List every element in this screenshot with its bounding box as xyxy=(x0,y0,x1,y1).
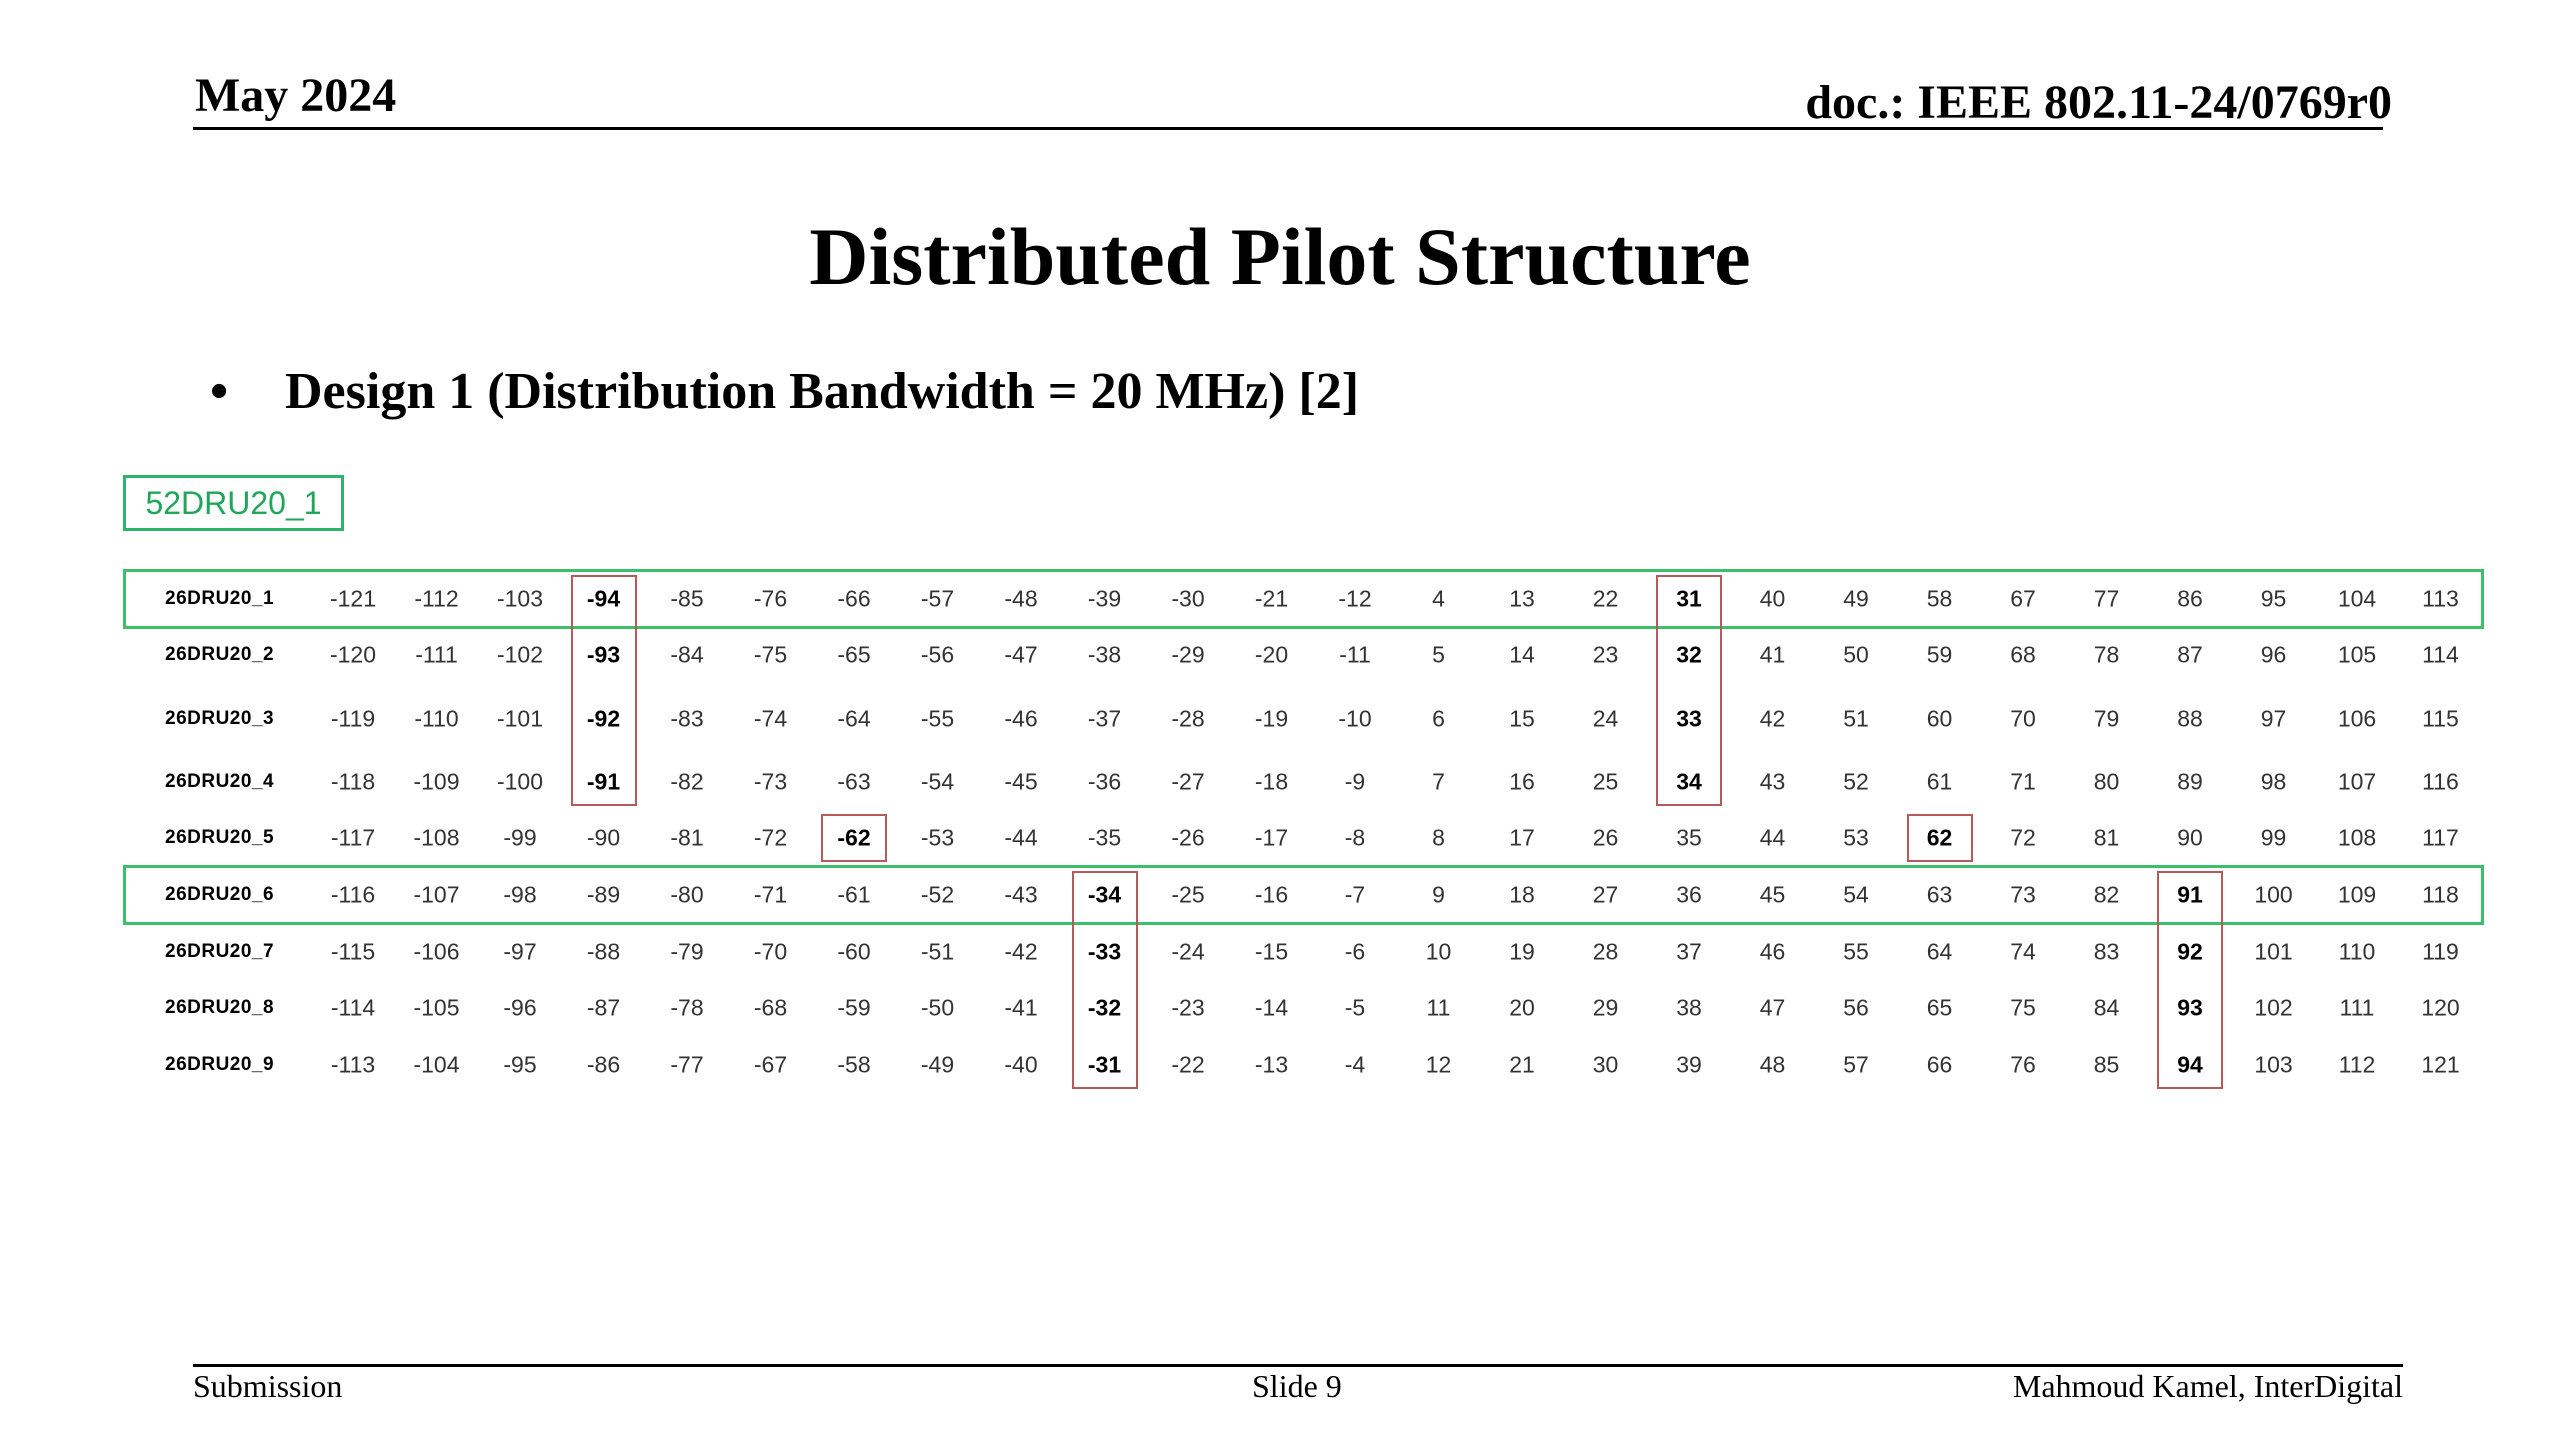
bullet-symbol: • xyxy=(210,363,229,420)
row-label: 26DRU20_3 xyxy=(165,708,275,729)
tone-cell: 116 xyxy=(2422,768,2459,795)
tone-cell: -87 xyxy=(586,994,621,1021)
tone-cell: -81 xyxy=(670,824,704,851)
tone-cell: 87 xyxy=(2177,641,2203,668)
tone-cell: -50 xyxy=(920,994,955,1021)
tone-cell: 67 xyxy=(2010,585,2036,612)
pilot-tone-cell: -94 xyxy=(586,585,621,612)
tone-cell: -46 xyxy=(1004,705,1038,732)
tone-cell: -73 xyxy=(753,768,788,795)
tone-cell: 97 xyxy=(2260,705,2287,732)
tone-cell: -48 xyxy=(1004,585,1038,612)
tone-cell: 10 xyxy=(1425,938,1452,965)
tone-cell: -9 xyxy=(1344,768,1366,795)
tone-cell: -40 xyxy=(1004,1051,1038,1078)
tone-cell: -89 xyxy=(586,881,621,908)
pilot-tone-cell: -91 xyxy=(586,768,621,795)
row-label: 26DRU20_9 xyxy=(165,1054,275,1075)
tone-cell: -60 xyxy=(837,938,871,965)
tone-cell: -44 xyxy=(1004,824,1038,851)
row-label: 26DRU20_6 xyxy=(165,884,275,905)
tone-cell: 83 xyxy=(2093,938,2120,965)
tone-cell: -84 xyxy=(670,641,704,668)
tone-cell: 47 xyxy=(1759,994,1786,1021)
tone-cell: 117 xyxy=(2422,824,2459,851)
tone-cell: -36 xyxy=(1087,768,1122,795)
tone-cell: -23 xyxy=(1171,994,1205,1021)
pilot-tone-cell: -92 xyxy=(586,705,621,732)
tone-cell: 27 xyxy=(1592,881,1619,908)
tone-cell: 63 xyxy=(1926,881,1953,908)
tone-cell: -11 xyxy=(1339,641,1371,668)
tone-cell: 43 xyxy=(1759,768,1786,795)
tone-cell: 108 xyxy=(2337,824,2377,851)
tone-cell: -16 xyxy=(1254,881,1289,908)
tone-cell: 55 xyxy=(1843,938,1869,965)
tone-cell: 20 xyxy=(1509,994,1535,1021)
tone-cell: 58 xyxy=(1926,585,1953,612)
tone-cell: -74 xyxy=(753,705,788,732)
tone-cell: 120 xyxy=(2421,994,2460,1021)
tone-cell: 23 xyxy=(1592,641,1619,668)
tone-cell: -43 xyxy=(1004,881,1038,908)
header-doc-number: doc.: IEEE 802.11-24/0769r0 xyxy=(1805,76,2392,129)
tone-cell: -80 xyxy=(670,881,704,908)
tone-cell: -30 xyxy=(1171,585,1205,612)
ru-label-box: 52DRU20_1 xyxy=(123,475,344,531)
tone-cell: -38 xyxy=(1087,641,1122,668)
tone-cell: -110 xyxy=(414,705,459,732)
tone-cell: 96 xyxy=(2260,641,2287,668)
tone-cell: 22 xyxy=(1592,585,1619,612)
tone-cell: -29 xyxy=(1171,641,1205,668)
tone-cell: 71 xyxy=(2010,768,2036,795)
tone-cell: 68 xyxy=(2010,641,2036,668)
tone-cell: -58 xyxy=(837,1051,871,1078)
tone-cell: 112 xyxy=(2338,1051,2376,1078)
tone-cell: -4 xyxy=(1344,1051,1366,1078)
tone-cell: -52 xyxy=(920,881,955,908)
tone-cell: 56 xyxy=(1843,994,1869,1021)
pilot-tone-cell: 91 xyxy=(2177,881,2203,908)
tone-cell: -111 xyxy=(415,641,458,668)
pilot-tone-cell: -62 xyxy=(837,824,871,851)
pilot-tone-cell: 93 xyxy=(2177,994,2203,1021)
pilot-tone-cell: -34 xyxy=(1087,881,1122,908)
tone-cell: 36 xyxy=(1676,881,1702,908)
tone-cell: -15 xyxy=(1254,938,1289,965)
tone-cell: -70 xyxy=(753,938,788,965)
tone-cell: -13 xyxy=(1254,1051,1289,1078)
tone-cell: -19 xyxy=(1254,705,1289,732)
tone-cell: 12 xyxy=(1425,1051,1452,1078)
tone-cell: 4 xyxy=(1432,585,1445,612)
tone-cell: 42 xyxy=(1759,705,1786,732)
tone-cell: 29 xyxy=(1592,994,1619,1021)
tone-cell: -67 xyxy=(753,1051,788,1078)
tone-cell: 6 xyxy=(1432,705,1445,732)
tone-cell: -35 xyxy=(1087,824,1122,851)
tone-cell: -96 xyxy=(503,994,537,1021)
tone-cell: -49 xyxy=(920,1051,955,1078)
tone-cell: -22 xyxy=(1171,1051,1205,1078)
tone-cell: 88 xyxy=(2177,705,2203,732)
tone-cell: -55 xyxy=(920,705,955,732)
tone-cell: 110 xyxy=(2338,938,2376,965)
tone-cell: 121 xyxy=(2421,1051,2460,1078)
tone-cell: 113 xyxy=(2422,585,2459,612)
tone-cell: -112 xyxy=(414,585,459,612)
tone-cell: 101 xyxy=(2254,938,2293,965)
tone-cell: 30 xyxy=(1592,1051,1619,1078)
tone-cell: 98 xyxy=(2260,768,2287,795)
tone-cell: 90 xyxy=(2177,824,2203,851)
tone-cell: -105 xyxy=(413,994,460,1021)
pilot-tone-cell: 31 xyxy=(1676,585,1702,612)
tone-cell: -25 xyxy=(1171,881,1205,908)
tone-cell: 38 xyxy=(1676,994,1702,1021)
tone-cell: 28 xyxy=(1592,938,1619,965)
pilot-tone-cell: 34 xyxy=(1676,768,1702,795)
tone-cell: 109 xyxy=(2337,881,2377,908)
tone-cell: -6 xyxy=(1344,938,1366,965)
tone-cell: -53 xyxy=(920,824,955,851)
tone-cell: -5 xyxy=(1344,994,1366,1021)
tone-cell: 57 xyxy=(1843,1051,1869,1078)
tone-cell: -27 xyxy=(1171,768,1205,795)
tone-cell: -66 xyxy=(837,585,871,612)
tone-cell: -37 xyxy=(1087,705,1122,732)
tone-cell: 11 xyxy=(1426,994,1451,1021)
tone-cell: -10 xyxy=(1338,705,1372,732)
tone-cell: 75 xyxy=(2010,994,2036,1021)
tone-cell: 9 xyxy=(1432,881,1445,908)
tone-cell: 53 xyxy=(1843,824,1869,851)
tone-cell: -121 xyxy=(329,585,377,612)
tone-cell: 105 xyxy=(2337,641,2377,668)
tone-cell: -59 xyxy=(837,994,871,1021)
tone-cell: 44 xyxy=(1759,824,1786,851)
tone-cell: 74 xyxy=(2010,938,2036,965)
tone-cell: -97 xyxy=(503,938,537,965)
tone-cell: -64 xyxy=(837,705,871,732)
bullet-text: Design 1 (Distribution Bandwidth = 20 MHz) [2] xyxy=(285,363,1360,420)
tone-cell: -78 xyxy=(670,994,704,1021)
highlighted-row-box xyxy=(123,569,2484,629)
tone-cell: -14 xyxy=(1254,994,1289,1021)
tone-cell: 19 xyxy=(1509,938,1535,965)
tone-cell: -83 xyxy=(670,705,704,732)
tone-cell: -12 xyxy=(1338,585,1372,612)
tone-cell: -103 xyxy=(496,585,544,612)
tone-cell: -109 xyxy=(413,768,460,795)
pilot-tone-cell: -32 xyxy=(1087,994,1122,1021)
tone-cell: 35 xyxy=(1676,824,1702,851)
tone-cell: -41 xyxy=(1004,994,1038,1021)
tone-cell: 114 xyxy=(2422,641,2459,668)
tone-cell: -86 xyxy=(586,1051,621,1078)
tone-cell: -82 xyxy=(670,768,704,795)
tone-cell: 70 xyxy=(2010,705,2036,732)
tone-cell: -107 xyxy=(413,881,460,908)
tone-cell: 119 xyxy=(2422,938,2459,965)
tone-cell: -120 xyxy=(329,641,377,668)
tone-cell: -85 xyxy=(670,585,704,612)
tone-cell: 8 xyxy=(1432,824,1445,851)
tone-cell: 77 xyxy=(2093,585,2120,612)
tone-cell: -88 xyxy=(586,938,621,965)
tone-cell: 40 xyxy=(1759,585,1786,612)
tone-cell: -102 xyxy=(496,641,544,668)
tone-cell: -100 xyxy=(496,768,544,795)
pilot-tone-cell: 32 xyxy=(1676,641,1702,668)
footer-submission: Submission xyxy=(193,1368,343,1404)
tone-cell: -76 xyxy=(753,585,788,612)
tone-cell: -42 xyxy=(1004,938,1038,965)
tone-cell: 50 xyxy=(1843,641,1869,668)
tone-cell: 79 xyxy=(2093,705,2120,732)
tone-cell: 73 xyxy=(2010,881,2036,908)
tone-cell: 37 xyxy=(1676,938,1702,965)
tone-cell: 84 xyxy=(2093,994,2120,1021)
tone-cell: -119 xyxy=(330,705,376,732)
tone-cell: -79 xyxy=(670,938,704,965)
tone-cell: -108 xyxy=(413,824,460,851)
tone-cell: -57 xyxy=(920,585,955,612)
tone-cell: 95 xyxy=(2260,585,2287,612)
tone-cell: 78 xyxy=(2093,641,2120,668)
row-label: 26DRU20_7 xyxy=(165,941,275,962)
tone-cell: -17 xyxy=(1254,824,1289,851)
tone-cell: 14 xyxy=(1509,641,1535,668)
tone-cell: 115 xyxy=(2422,705,2459,732)
tone-cell: 100 xyxy=(2254,881,2293,908)
tone-cell: 7 xyxy=(1432,768,1445,795)
tone-cell: 106 xyxy=(2337,705,2377,732)
tone-cell: -21 xyxy=(1254,585,1289,612)
tone-cell: -45 xyxy=(1004,768,1038,795)
tone-cell: 65 xyxy=(1926,994,1953,1021)
tone-cell: -18 xyxy=(1254,768,1289,795)
tone-cell: -77 xyxy=(670,1051,704,1078)
pilot-tone-cell: 94 xyxy=(2177,1051,2203,1078)
tone-cell: -56 xyxy=(920,641,955,668)
tone-cell: 104 xyxy=(2337,585,2377,612)
tone-cell: -47 xyxy=(1004,641,1038,668)
tone-cell: -51 xyxy=(920,938,955,965)
pilot-tone-cell: -31 xyxy=(1087,1051,1122,1078)
pilot-tone-cell: -93 xyxy=(586,641,621,668)
tone-cell: -117 xyxy=(330,824,376,851)
tone-cell: 45 xyxy=(1759,881,1786,908)
tone-cell: 64 xyxy=(1926,938,1953,965)
tone-cell: 72 xyxy=(2010,824,2036,851)
tone-cell: 89 xyxy=(2177,768,2203,795)
tone-cell: 26 xyxy=(1592,824,1619,851)
tone-cell: -106 xyxy=(413,938,460,965)
tone-cell: 25 xyxy=(1592,768,1619,795)
tone-cell: -104 xyxy=(413,1051,460,1078)
pilot-tone-cell: 33 xyxy=(1676,705,1702,732)
tone-cell: -99 xyxy=(503,824,537,851)
tone-cell: -118 xyxy=(330,768,376,795)
tone-cell: -61 xyxy=(837,881,871,908)
pilot-tone-cell: -33 xyxy=(1087,938,1122,965)
tone-cell: -90 xyxy=(586,824,621,851)
pilot-tone-cell: 92 xyxy=(2177,938,2203,965)
row-label: 26DRU20_8 xyxy=(165,997,275,1018)
tone-cell: 85 xyxy=(2093,1051,2120,1078)
tone-cell: 82 xyxy=(2093,881,2120,908)
row-label: 26DRU20_1 xyxy=(165,588,275,609)
tone-cell: -72 xyxy=(753,824,788,851)
footer-divider xyxy=(193,1364,2403,1367)
tone-cell: 5 xyxy=(1432,641,1445,668)
tone-cell: 46 xyxy=(1759,938,1786,965)
tone-cell: -95 xyxy=(503,1051,537,1078)
tone-cell: 60 xyxy=(1926,705,1953,732)
tone-cell: 13 xyxy=(1509,585,1535,612)
footer-slide-number: Slide 9 xyxy=(1252,1368,1342,1404)
tone-cell: 81 xyxy=(2093,824,2120,851)
highlighted-row-box xyxy=(123,865,2484,925)
tone-cell: -24 xyxy=(1171,938,1205,965)
tone-cell: 59 xyxy=(1926,641,1953,668)
tone-cell: 41 xyxy=(1759,641,1786,668)
tone-cell: -101 xyxy=(496,705,544,732)
tone-cell: 66 xyxy=(1926,1051,1953,1078)
tone-cell: -28 xyxy=(1171,705,1205,732)
tone-cell: 49 xyxy=(1843,585,1869,612)
tone-cell: -68 xyxy=(753,994,788,1021)
tone-cell: 17 xyxy=(1509,824,1535,851)
tone-cell: 18 xyxy=(1509,881,1535,908)
tone-cell: -114 xyxy=(330,994,376,1021)
tone-cell: 99 xyxy=(2260,824,2287,851)
tone-cell: 54 xyxy=(1843,881,1869,908)
tone-cell: -7 xyxy=(1344,881,1366,908)
tone-cell: 52 xyxy=(1843,768,1869,795)
row-label: 26DRU20_2 xyxy=(165,644,275,665)
tone-cell: -8 xyxy=(1344,824,1366,851)
tone-cell: 80 xyxy=(2093,768,2120,795)
tone-cell: -39 xyxy=(1087,585,1122,612)
tone-cell: -54 xyxy=(920,768,955,795)
tone-cell: 48 xyxy=(1759,1051,1786,1078)
tone-cell: -20 xyxy=(1254,641,1289,668)
tone-cell: -65 xyxy=(837,641,871,668)
slide-title: Distributed Pilot Structure xyxy=(809,211,1751,302)
header-date: May 2024 xyxy=(195,69,397,122)
tone-cell: -75 xyxy=(753,641,788,668)
tone-cell: 86 xyxy=(2177,585,2203,612)
tone-cell: 111 xyxy=(2339,994,2375,1021)
tone-cell: 51 xyxy=(1843,705,1869,732)
tone-cell: -71 xyxy=(753,881,788,908)
tone-cell: 76 xyxy=(2010,1051,2036,1078)
tone-cell: 102 xyxy=(2254,994,2293,1021)
tone-cell: -116 xyxy=(330,881,376,908)
row-label: 26DRU20_4 xyxy=(165,771,275,792)
footer-author: Mahmoud Kamel, InterDigital xyxy=(2012,1368,2403,1404)
tone-cell: 39 xyxy=(1676,1051,1702,1078)
tone-cell: -113 xyxy=(330,1051,376,1078)
tone-cell: -98 xyxy=(503,881,537,908)
tone-cell: 21 xyxy=(1509,1051,1535,1078)
row-label: 26DRU20_5 xyxy=(165,827,275,848)
tone-cell: 61 xyxy=(1926,768,1953,795)
tone-cell: 118 xyxy=(2422,881,2459,908)
tone-cell: 107 xyxy=(2337,768,2377,795)
tone-cell: 16 xyxy=(1509,768,1535,795)
tone-cell: 103 xyxy=(2254,1051,2293,1078)
tone-cell: 15 xyxy=(1509,705,1535,732)
pilot-tone-cell: 62 xyxy=(1926,824,1953,851)
tone-cell: -26 xyxy=(1171,824,1205,851)
tone-cell: -63 xyxy=(837,768,871,795)
tone-cell: 24 xyxy=(1592,705,1619,732)
tone-cell: -115 xyxy=(330,938,376,965)
